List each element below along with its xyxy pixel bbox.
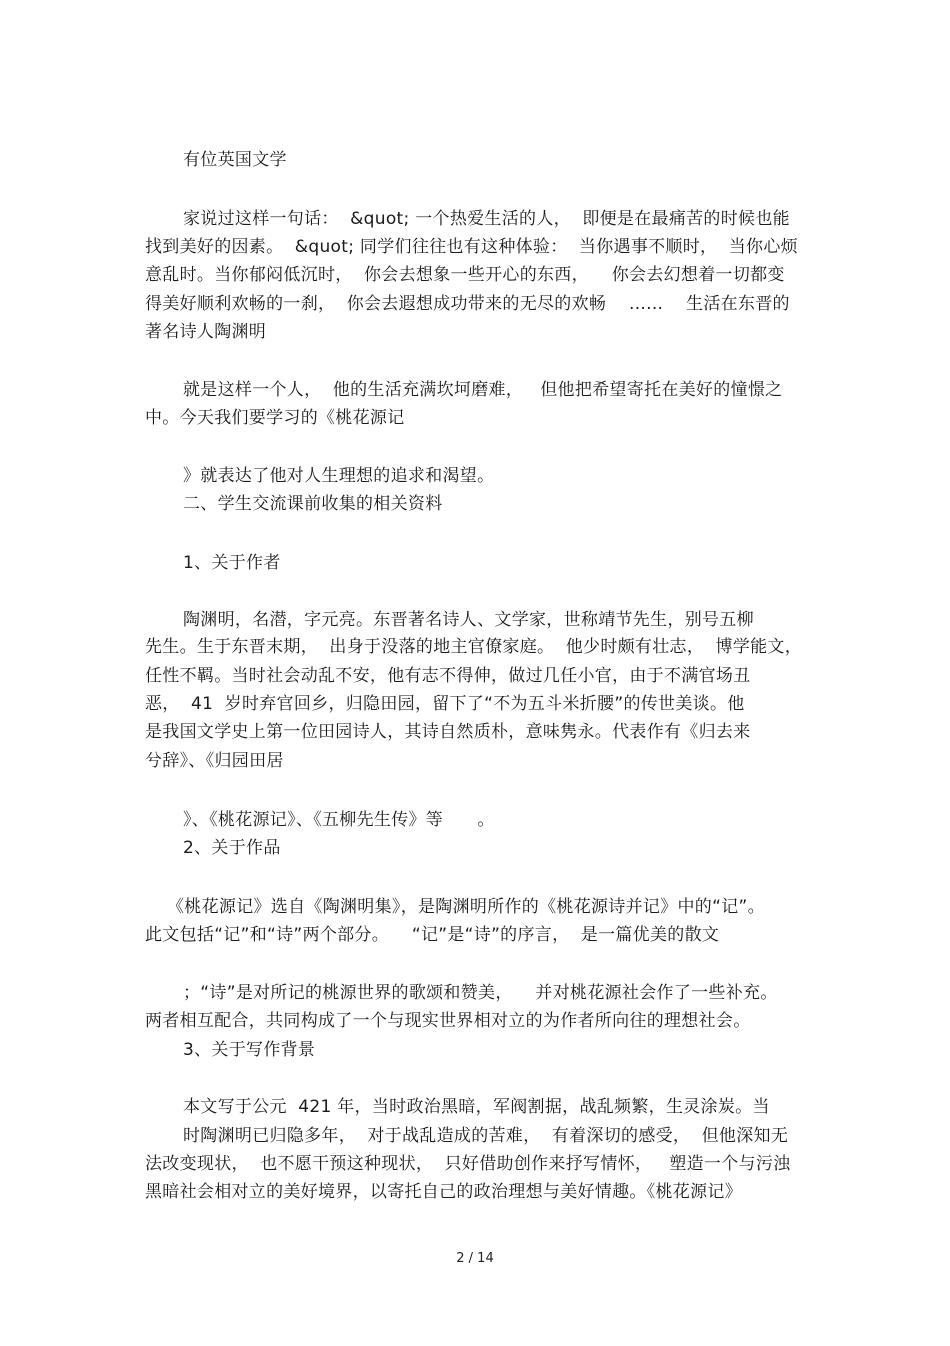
text-line: 意乱时。当你郁闷低沉时， 你会去想象一些开心的东西， 你会去幻想着一切都变 (145, 265, 785, 285)
text-line: 》就表达了他对人生理想的追求和渴望。 (183, 466, 495, 486)
text-line: 此文包括“记”和“诗”两个部分。 “记”是“诗”的序言， 是一篇优美的散文 (145, 925, 720, 945)
text-line: 著名诗人陶渊明 (145, 322, 267, 342)
text-line: 就是这样一个人， 他的生活充满坎坷磨难， 但他把希望寄托在美好的憧憬之 (183, 380, 783, 400)
text-line: 黑暗社会相对立的美好境界，以寄托自己的政治理想与美好情趣。《桃花源记》 (145, 1182, 742, 1202)
page-number: 2 / 14 (456, 1251, 494, 1266)
text-line: 先生。生于东晋末期， 出身于没落的地主官僚家庭。 他少时颇有壮志， 博学能文， (145, 637, 803, 657)
text-line: 《桃花源记》选自《陶渊明集》，是陶渊明所作的《桃花源诗并记》中的“记”。 (167, 897, 765, 917)
text-line: 兮辞》、《归园田居 (145, 751, 284, 771)
text-line: 中。今天我们要学习的《桃花源记 (145, 408, 405, 428)
text-line: 任性不羁。当时社会动乱不安，他有志不得伸，做过几任小官，由于不满官场丑 (145, 666, 751, 686)
text-line: 陶渊明，名潜，字元亮。东晋著名诗人、文学家，世称靖节先生，别号五柳 (183, 610, 754, 630)
text-line: 是我国文学史上第一位田园诗人，其诗自然质朴，意味隽永。代表作有《归去来 (145, 722, 751, 742)
text-line: 家说过这样一句话： &quot; 一个热爱生活的人， 即便是在最痛苦的时候也能 (183, 209, 790, 229)
text-line: 本文写于公元 421 年，当时政治黑暗，军阀割据，战乱频繁，生灵涂炭。当 (183, 1097, 770, 1117)
text-line: 》、《桃花源记》、《五柳先生传》等 。 (183, 810, 495, 830)
subsection-heading: 3、关于写作背景 (183, 1040, 316, 1060)
text-line: 时陶渊明已归隐多年， 对于战乱造成的苦难， 有着深切的感受， 但他深知无 (183, 1126, 789, 1146)
section-heading: 二、学生交流课前收集的相关资料 (183, 494, 443, 514)
subsection-heading: 1、关于作者 (183, 553, 281, 573)
text-line: 法改变现状， 也不愿干预这种现状， 只好借助创作来抒写情怀， 塑造一个与污浊 (145, 1154, 791, 1174)
text-line: 找到美好的因素。 &quot; 同学们往往也有这种体验： 当你遇事不顺时， 当你心烦 (145, 237, 798, 257)
text-line: 有位英国文学 (183, 150, 287, 170)
text-line: 两者相互配合，共同构成了一个与现实世界相对立的为作者所向往的理想社会。 (145, 1011, 751, 1031)
text-line: 得美好顺利欢畅的一刹， 你会去遐想成功带来的无尽的欢畅 ...... 生活在东晋的 (145, 294, 790, 314)
text-line: 恶， 41 岁时弃官回乡，归隐田园，留下了“不为五斗米折腰”的传世美谈。他 (145, 694, 745, 714)
subsection-heading: 2、关于作品 (183, 838, 281, 858)
text-line: ；“诗”是对所记的桃源世界的歌颂和赞美， 并对桃花源社会作了一些补充。 (183, 983, 778, 1003)
